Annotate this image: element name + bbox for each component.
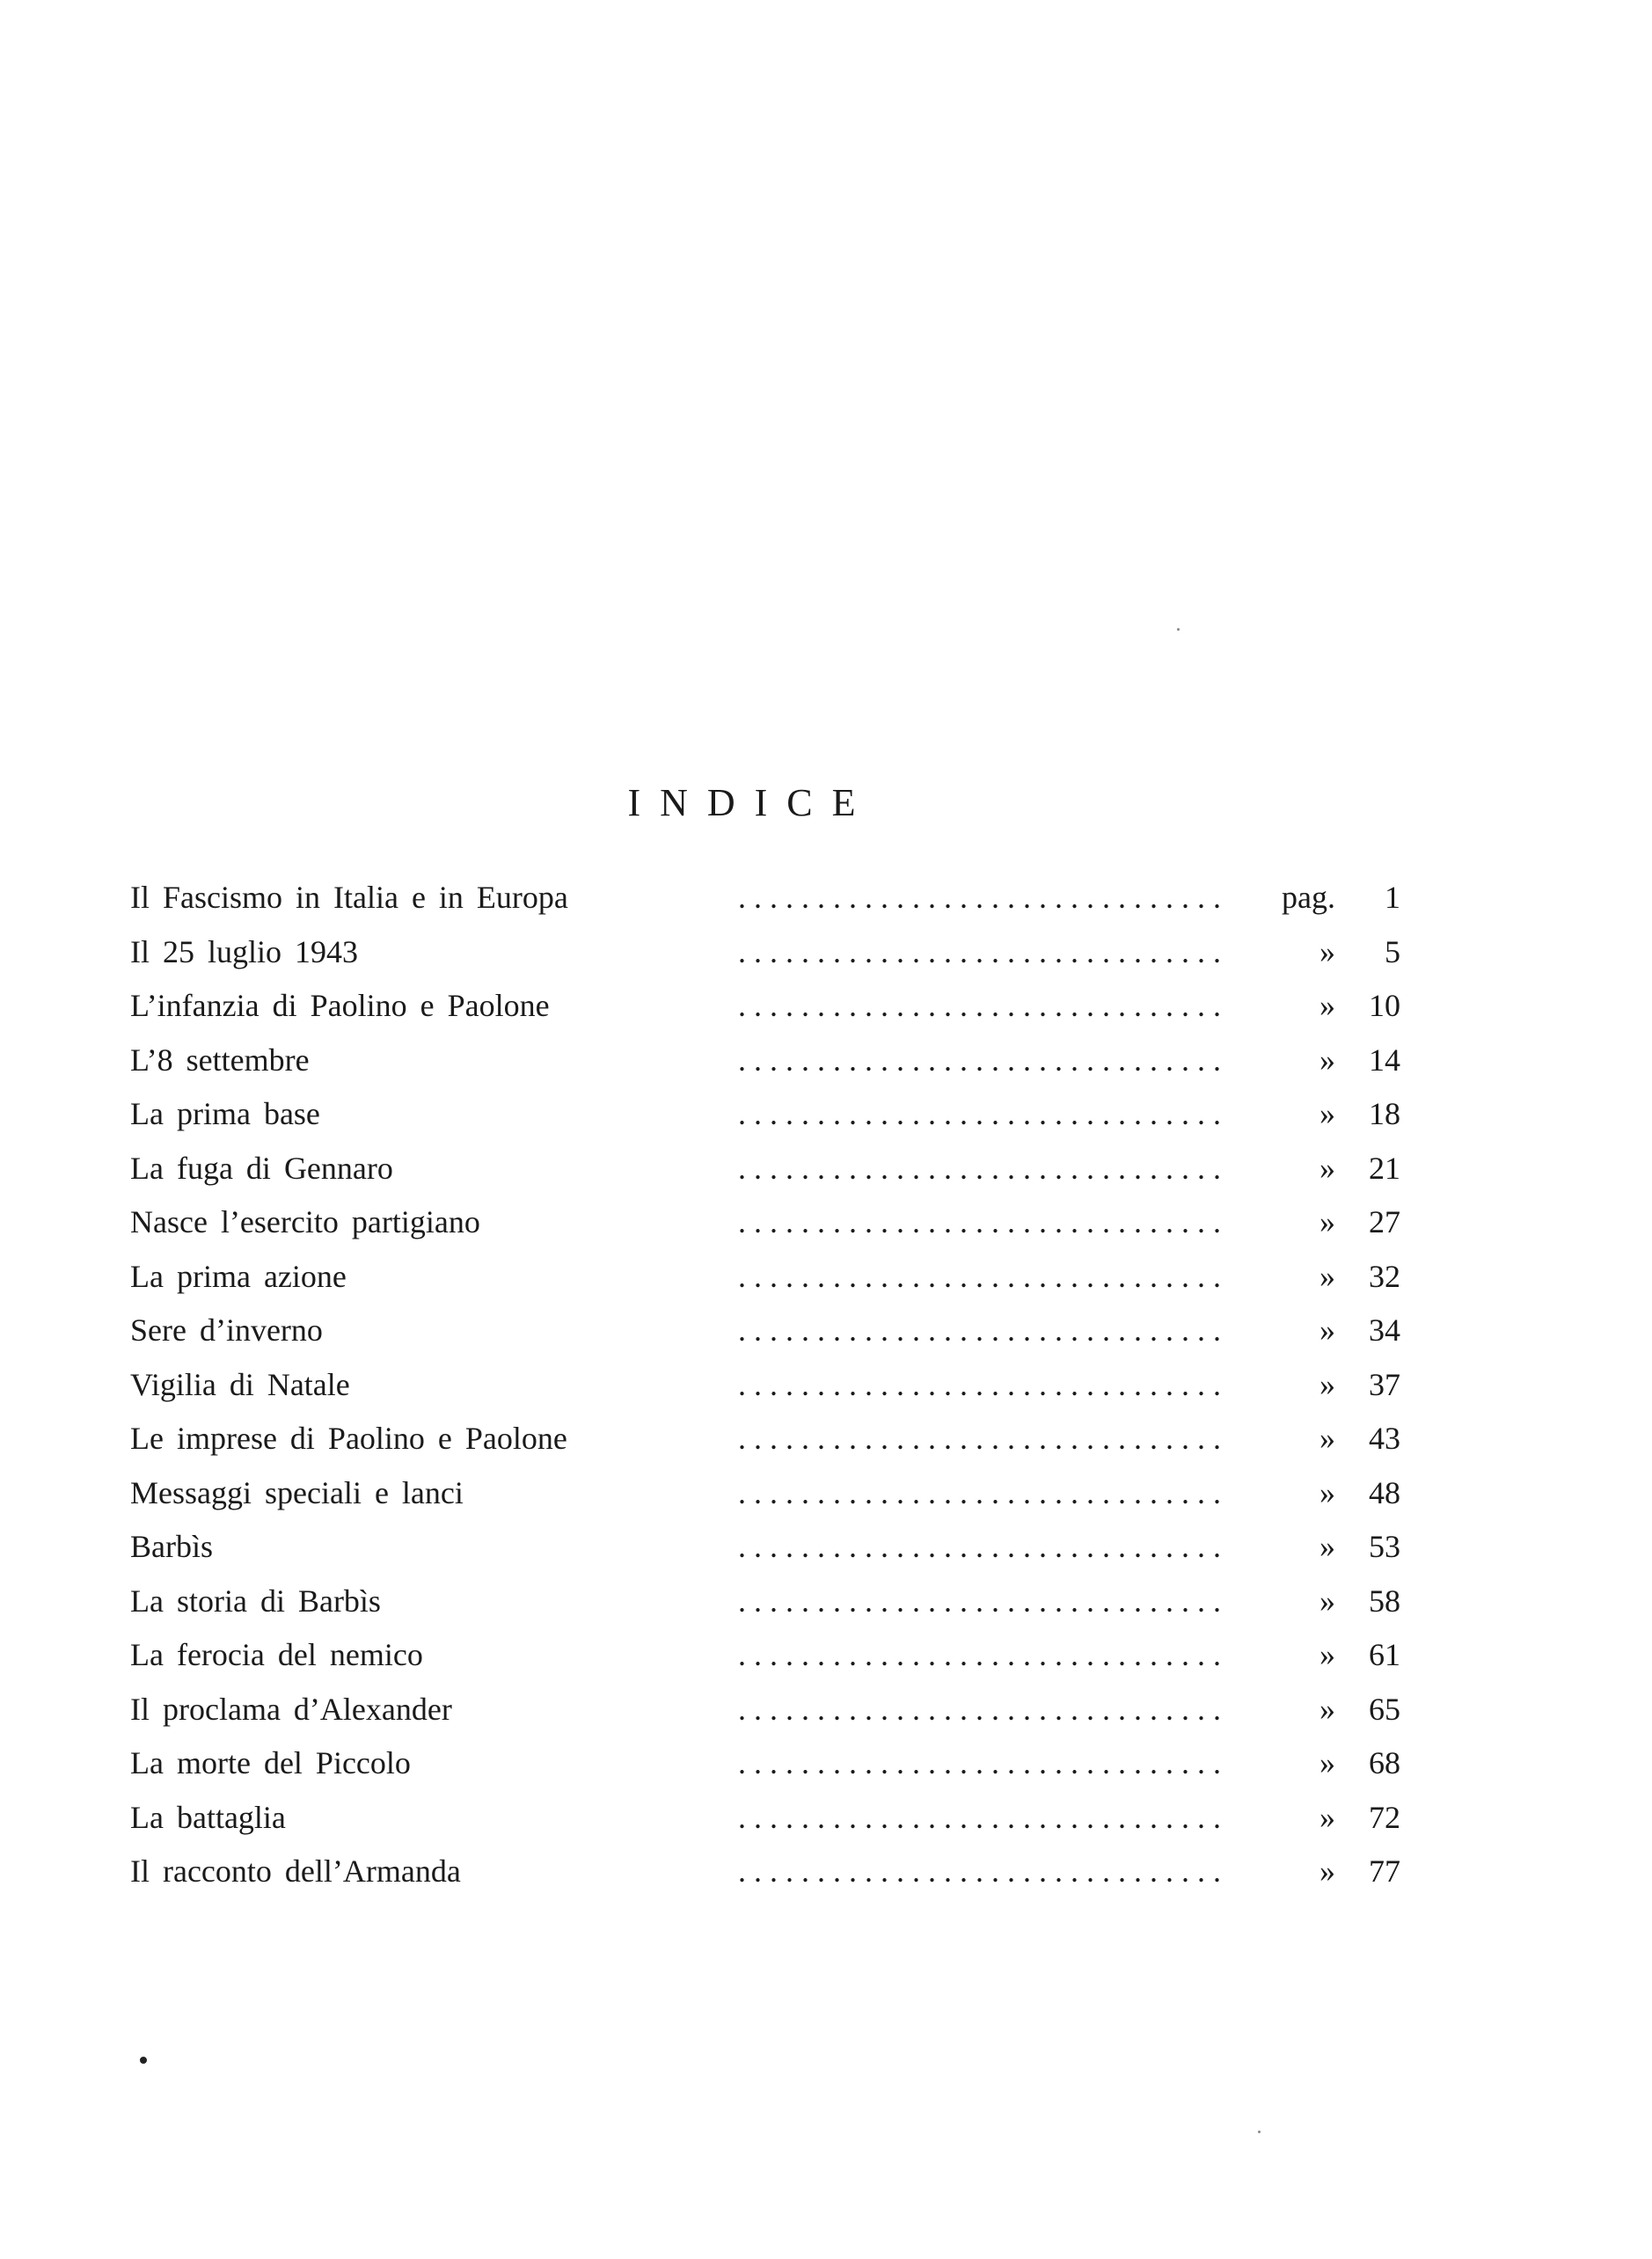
toc-entry-page-number: 32 — [1369, 1258, 1400, 1294]
toc-entry-page-prefix: » — [1319, 1204, 1335, 1239]
toc-entry[interactable] — [130, 1412, 1400, 1466]
toc-entry[interactable] — [130, 1034, 1400, 1088]
toc-entry-page-prefix: » — [1319, 1258, 1335, 1294]
toc-entry-title: Il proclama d’Alexander — [130, 1683, 459, 1737]
toc-entry-title: Sere d’inverno — [130, 1304, 330, 1358]
toc-entry-page-number: 14 — [1369, 1042, 1400, 1078]
toc-entry-title: La prima base — [130, 1087, 327, 1142]
toc-entry-title: La fuga di Gennaro — [130, 1142, 400, 1196]
toc-entry-page-number: 43 — [1369, 1421, 1400, 1456]
toc-entry-page-number: 68 — [1369, 1745, 1400, 1780]
toc-entry-page-prefix: » — [1319, 1366, 1335, 1402]
toc-entry[interactable] — [130, 1358, 1400, 1413]
toc-entry[interactable] — [130, 1845, 1400, 1899]
dot-leader: . . . . . . . . . . . . . . . . . . . . . . . . . . . . . . . — [738, 1745, 1221, 1780]
toc-entry-page-prefix: » — [1319, 1853, 1335, 1889]
toc-entry-page-number: 58 — [1369, 1583, 1400, 1619]
toc-entry-page-prefix: » — [1319, 1691, 1335, 1727]
toc-entry-title: Le imprese di Paolino e Paolone — [130, 1412, 574, 1466]
toc-entry[interactable] — [130, 1466, 1400, 1521]
toc-entry[interactable] — [130, 1683, 1400, 1737]
dot-leader: . . . . . . . . . . . . . . . . . . . . . . . . . . . . . . . — [738, 1691, 1221, 1727]
toc-entry-page-prefix: » — [1319, 988, 1335, 1023]
dot-leader: . . . . . . . . . . . . . . . . . . . . . . . . . . . . . . . — [738, 1799, 1221, 1835]
toc-entry-title: Il racconto dell’Armanda — [130, 1845, 468, 1899]
dot-leader: . . . . . . . . . . . . . . . . . . . . . . . . . . . . . . . — [738, 1096, 1221, 1131]
dot-leader: . . . . . . . . . . . . . . . . . . . . . . . . . . . . . . . — [738, 1529, 1221, 1564]
toc-entry-page-number: 37 — [1369, 1366, 1400, 1402]
toc-entry[interactable] — [130, 871, 1400, 925]
dot-leader: . . . . . . . . . . . . . . . . . . . . . . . . . . . . . . . — [738, 1312, 1221, 1348]
toc-entry-page-prefix: » — [1319, 1529, 1335, 1564]
toc-entry[interactable] — [130, 1736, 1400, 1791]
toc-entry-title: Vigilia di Natale — [130, 1358, 357, 1413]
dot-leader: . . . . . . . . . . . . . . . . . . . . . . . . . . . . . . . — [738, 1366, 1221, 1402]
toc-entry-title: Barbìs — [130, 1520, 220, 1575]
toc-entry[interactable] — [130, 1142, 1400, 1196]
toc-entry-title: Nasce l’esercito partigiano — [130, 1195, 487, 1250]
toc-entry-title: La morte del Piccolo — [130, 1736, 418, 1791]
toc-entry-title: La ferocia del nemico — [130, 1628, 430, 1683]
toc-entry-page-number: 5 — [1385, 933, 1400, 969]
toc-entry-page-number: 10 — [1369, 988, 1400, 1023]
toc-entry-title: La storia di Barbìs — [130, 1575, 388, 1629]
toc-entry-page-number: 53 — [1369, 1529, 1400, 1564]
toc-entry-title: Messaggi speciali e lanci — [130, 1466, 471, 1521]
toc-entry[interactable] — [130, 1575, 1400, 1629]
toc-entry-page-number: 34 — [1369, 1312, 1400, 1348]
toc-entry-page-number: 21 — [1369, 1150, 1400, 1186]
dot-leader: . . . . . . . . . . . . . . . . . . . . . . . . . . . . . . . — [738, 880, 1221, 915]
toc-entry-title: L’infanzia di Paolino e Paolone — [130, 979, 557, 1034]
toc-entry-page-prefix: » — [1319, 1745, 1335, 1780]
toc-entry-page-prefix: » — [1319, 1150, 1335, 1186]
dot-leader: . . . . . . . . . . . . . . . . . . . . . . . . . . . . . . . — [738, 1042, 1221, 1078]
scan-speck — [1177, 628, 1180, 631]
toc-entry-page-prefix: » — [1319, 1799, 1335, 1835]
print-mark — [140, 2057, 147, 2064]
dot-leader: . . . . . . . . . . . . . . . . . . . . . . . . . . . . . . . — [738, 1853, 1221, 1889]
toc-entry[interactable] — [130, 1087, 1400, 1142]
dot-leader: . . . . . . . . . . . . . . . . . . . . . . . . . . . . . . . — [738, 1474, 1221, 1510]
toc-entry[interactable] — [130, 1195, 1400, 1250]
toc-entry-page-prefix: » — [1319, 933, 1335, 969]
toc-entry-page-prefix: » — [1319, 1583, 1335, 1619]
toc-entry-title: La battaglia — [130, 1791, 293, 1846]
toc-entry-page-number: 61 — [1369, 1637, 1400, 1672]
dot-leader: . . . . . . . . . . . . . . . . . . . . . . . . . . . . . . . — [738, 1150, 1221, 1186]
dot-leader: . . . . . . . . . . . . . . . . . . . . . . . . . . . . . . . — [738, 933, 1221, 969]
toc-entry-title: Il 25 luglio 1943 — [130, 925, 365, 980]
toc-entry-page-prefix: » — [1319, 1042, 1335, 1078]
toc-entry-page-prefix: » — [1319, 1312, 1335, 1348]
toc-entry-page-prefix: » — [1319, 1637, 1335, 1672]
toc-entry-page-number: 48 — [1369, 1474, 1400, 1510]
table-of-contents — [130, 871, 1400, 1899]
toc-entry-page-prefix: pag. — [1282, 880, 1335, 915]
toc-entry-page-number: 1 — [1385, 880, 1400, 915]
toc-entry-page-number: 65 — [1369, 1691, 1400, 1727]
toc-entry[interactable] — [130, 1304, 1400, 1358]
toc-entry[interactable] — [130, 1250, 1400, 1305]
toc-entry[interactable] — [130, 1520, 1400, 1575]
toc-entry-page-number: 27 — [1369, 1204, 1400, 1239]
toc-entry[interactable] — [130, 1791, 1400, 1846]
dot-leader: . . . . . . . . . . . . . . . . . . . . . . . . . . . . . . . — [738, 1258, 1221, 1294]
toc-entry-page-number: 77 — [1369, 1853, 1400, 1889]
toc-entry-page-number: 18 — [1369, 1096, 1400, 1131]
dot-leader: . . . . . . . . . . . . . . . . . . . . . . . . . . . . . . . — [738, 1421, 1221, 1456]
dot-leader: . . . . . . . . . . . . . . . . . . . . . . . . . . . . . . . — [738, 988, 1221, 1023]
toc-entry[interactable] — [130, 979, 1400, 1034]
toc-entry-page-prefix: » — [1319, 1096, 1335, 1131]
toc-entry-page-number: 72 — [1369, 1799, 1400, 1835]
dot-leader: . . . . . . . . . . . . . . . . . . . . . . . . . . . . . . . — [738, 1637, 1221, 1672]
toc-entry-page-prefix: » — [1319, 1474, 1335, 1510]
index-title: INDICE — [627, 781, 875, 825]
scan-speck — [1258, 2131, 1261, 2133]
toc-entry[interactable] — [130, 1628, 1400, 1683]
toc-entry-title: La prima azione — [130, 1250, 354, 1305]
toc-entry[interactable] — [130, 925, 1400, 980]
toc-entry-page-prefix: » — [1319, 1421, 1335, 1456]
toc-entry-title: L’8 settembre — [130, 1034, 317, 1088]
dot-leader: . . . . . . . . . . . . . . . . . . . . . . . . . . . . . . . — [738, 1583, 1221, 1619]
toc-entry-title: Il Fascismo in Italia e in Europa — [130, 871, 575, 925]
dot-leader: . . . . . . . . . . . . . . . . . . . . . . . . . . . . . . . — [738, 1204, 1221, 1239]
